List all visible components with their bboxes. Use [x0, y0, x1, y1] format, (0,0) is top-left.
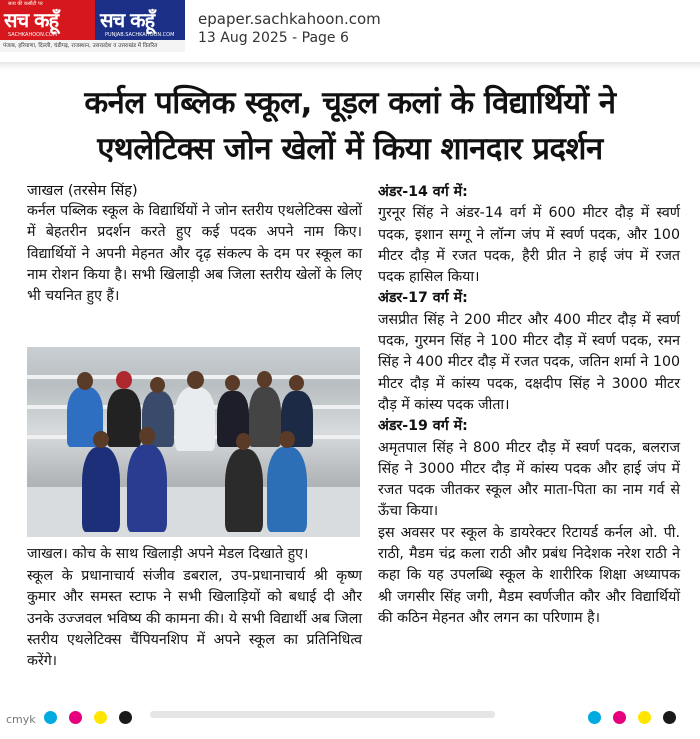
newspaper-logo[interactable]: [0, 0, 185, 52]
photo-coach-head: [187, 371, 204, 389]
u14-heading: अंडर-14 वर्ग में:: [378, 184, 468, 200]
photo-athlete: [249, 387, 281, 447]
headline-line-2: एथलेटिक्स जोन खेलों में किया शानदार प्रदर्शन: [97, 131, 603, 167]
black-dot-icon: [119, 711, 132, 724]
magenta-dot-icon: [69, 711, 82, 724]
intro-paragraph: कर्नल पब्लिक स्कूल के विद्यार्थियों ने जोन स्तरीय एथलेटिक्स खेलों में बेहतरीन प्रदर्शन करते हुए कई पदक अपने नाम किए। विद्यार्थियों ने अपनी मेहनत और दृढ़ संकल्प के दम पर स्कूल का नाम रोशन किया है। सभी खिलाड़ी अब जिला स्तरीय खेलों के लिए भी चयनित हुए हैं।: [27, 203, 362, 305]
headline-line-1: कर्नल पब्लिक स्कूल, चूड़ल कलां के विद्यार्थियों ने: [84, 85, 616, 121]
yellow-dot-icon: [94, 711, 107, 724]
magenta-dot-icon: [613, 711, 626, 724]
source-url[interactable]: epaper.sachkahoon.com: [198, 10, 381, 28]
yellow-dot-icon: [638, 711, 651, 724]
masthead: [0, 0, 700, 58]
u19-heading: अंडर-19 वर्ग में:: [378, 418, 468, 435]
photo-athlete-head: [236, 433, 251, 450]
photo-athlete-head: [257, 371, 272, 388]
photo-athlete-head: [77, 372, 93, 390]
photo-athlete-head: [93, 431, 109, 448]
cyan-dot-icon: [588, 711, 601, 724]
header-divider: [0, 62, 700, 70]
article-headline: [10, 80, 690, 172]
cyan-dot-icon: [44, 711, 57, 724]
logo-site-2: PUNJAB.SACHKAHOON.COM: [105, 32, 175, 38]
photo-athlete: [267, 447, 307, 532]
u14-results: गुरनूर सिंह ने अंडर-14 वर्ग में 600 मीटर दौड़ में स्वर्ण पदक, इशान सग्गू ने लॉन्ग जंप में स्वर्ण पदक, और 100 मीटर दौड़ में रजत पदक, हैरी प्रीत ने हाई जंप में रजत पदक हासिल किया।: [378, 205, 680, 286]
photo-athlete: [127, 445, 167, 532]
logo-title-2: सच कहूँ: [100, 8, 155, 32]
photo-athlete-head: [116, 371, 132, 389]
article-photo: [27, 347, 360, 537]
registration-dots-left: [44, 709, 144, 728]
results-column: [378, 182, 680, 629]
photo-athlete-head: [225, 375, 240, 391]
logo-title: सच कहूँ: [4, 8, 59, 32]
logo-red-panel: [0, 0, 95, 40]
u17-heading: अंडर-17 वर्ग में:: [378, 290, 468, 307]
photo-athlete: [107, 389, 141, 447]
photo-ground: [27, 487, 360, 537]
cmyk-label: cmyk: [6, 713, 36, 726]
photo-athlete-head: [139, 427, 155, 445]
photo-athlete: [82, 447, 120, 532]
logo-tagline: सत्य की कसौटी पर: [8, 1, 43, 7]
photo-athlete: [225, 449, 263, 532]
page-scroll-track[interactable]: [150, 711, 495, 718]
photo-athlete-head: [279, 431, 295, 448]
dateline: जाखल (तरसेम सिंह): [27, 183, 138, 199]
black-dot-icon: [663, 711, 676, 724]
principal-paragraph: स्कूल के प्रधानाचार्य संजीव डबराल, उप-प्रधानाचार्य श्री कृष्ण कुमार और समस्त स्टाफ ने सभी खिलाड़ियों को बधाई दी और उनके उज्जवल भविष्य की कामना की। ये सभी विद्यार्थी अब जिला स्तरीय एथलेटिक्स चैंपियनशिप में अपने स्कूल का प्रतिनिधित्व करेंगे।: [27, 568, 362, 670]
photo-athlete-head: [150, 377, 165, 393]
registration-dots-right: [588, 709, 676, 728]
closing-paragraph: इस अवसर पर स्कूल के डायरेक्टर रिटायर्ड कर्नल ओ. पी. राठी, मैडम चंद्र कला राठी और प्रबंध निदेशक नरेश राठी ने कहा कि यह उपलब्धि स्कूल के शारीरिक शिक्षा अध्यापक श्री जगसीर सिंह जगी, मैडम स्वर्णजीत कौर और विद्यार्थियों की कठिन मेहनत और लगन का परिणाम है।: [378, 524, 680, 626]
photo-athlete-head: [289, 375, 304, 391]
logo-site: SACHKAHOON.COM: [8, 32, 58, 38]
photo-coach: [175, 387, 215, 451]
u17-results: जसप्रीत सिंह ने 200 मीटर और 400 मीटर दौड़ में स्वर्ण पदक, गुरमन सिंह ने 100 मीटर दौड़ में स्वर्ण पदक, रमन सिंह ने 400 मीटर दौड़ में रजत पदक, जतिन शर्मा ने 100 मीटर दौड़ में कांस्य पदक, दक्षदीप सिंह ने 3000 मीटर दौड़ में कांस्य पदक जीता।: [378, 311, 680, 413]
logo-distribution-strip: पंजाब, हरियाणा, दिल्ली, चंडीगढ़, राजस्थान, उत्तरप्रदेश व उत्तराखंड में वितरित: [0, 40, 185, 52]
u19-results: अमृतपाल सिंह ने 800 मीटर दौड़ में स्वर्ण पदक, बलराज सिंह ने 3000 मीटर दौड़ में कांस्य पदक और हाई जंप में रजत पदक जीतकर स्कूल और माता-पिता का नाम गर्व से ऊँचा किया।: [378, 439, 680, 520]
source-date: 13 Aug 2025 - Page 6: [198, 30, 349, 46]
photo-caption: जाखल। कोच के साथ खिलाड़ी अपने मेडल दिखाते हुए।: [27, 546, 309, 562]
